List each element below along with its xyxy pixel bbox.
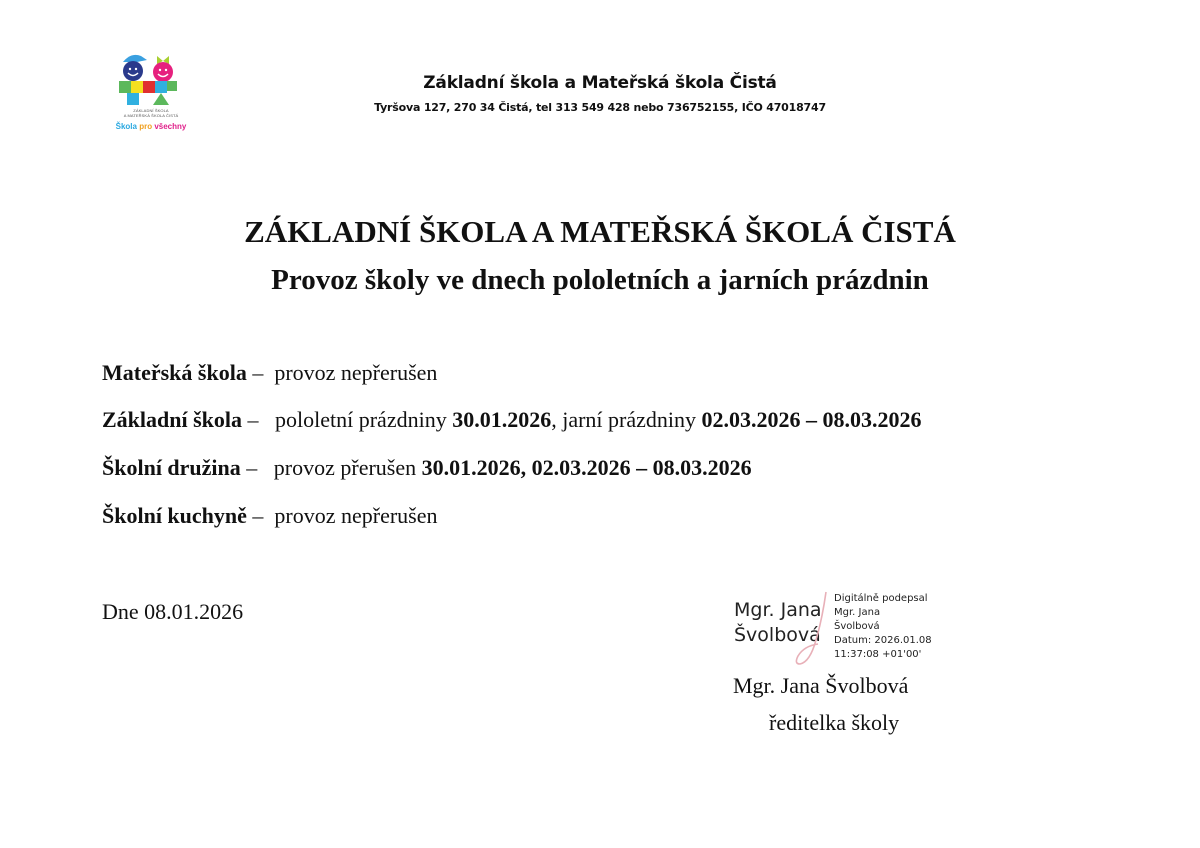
logo-tagline-part2: pro [139,122,153,131]
row-label: Základní škola [102,407,243,432]
row-text: , jarní prázdniny [551,407,702,432]
signer-name: Mgr. Jana Švolbová [733,673,909,698]
row-text: provoz přerušen [262,455,422,480]
document-heading: ZÁKLADNÍ ŠKOLA A MATEŘSKÁ ŠKOLÁ ČISTÁ [244,214,956,249]
row-dash: – [240,455,263,480]
row-skolni-druzina [102,454,752,482]
row-dash: – [246,360,269,385]
row-zakladni-skola [102,406,922,434]
letterhead-address: Tyršova 127, 270 34 Čistá, tel 313 549 428 nebo 736752155, IČO 47018747 [374,101,826,114]
row-dash: – [242,407,265,432]
document-subheading: Provoz školy ve dnech pololetních a jarních prázdnin [271,264,929,296]
row-dates-bold: 30.01.2026, 02.03.2026 – 08.03.2026 [421,455,752,480]
signature-detail-line: Mgr. Jana [834,607,881,618]
logo-caption-line2: A MATEŘSKÁ ŠKOLA ČISTÁ [123,113,179,118]
digital-signature-name-line1: Mgr. Jana [734,599,822,621]
row-text: provoz nepřerušen [268,503,438,528]
logo-tagline-part1: Škola [115,122,137,131]
signature-flourish-icon [792,590,832,668]
logo-caption-line1: ZÁKLADNÍ ŠKOLA [133,108,169,113]
logo-tagline-part3: všechny [154,122,187,131]
signature-detail-line: Digitálně podepsal [834,593,928,604]
row-text: provoz nepřerušen [268,360,438,385]
digital-signature-details [834,592,932,662]
row-date-bold: 30.01.2026 [452,407,552,432]
row-dash: – [246,503,269,528]
signature-detail-line: Datum: 2026.01.08 [834,635,932,646]
logo-tagline [113,122,189,132]
row-skolni-kuchyne [102,502,438,530]
row-label: Školní družina [102,455,241,480]
row-materska-skola [102,359,437,387]
school-logo [113,52,189,138]
letterhead-title: Základní škola a Mateřská škola Čistá [423,73,777,93]
row-label: Mateřská škola [102,360,247,385]
row-label: Školní kuchyně [102,503,247,528]
digital-signature-name-line2: Švolbová [734,624,821,646]
signature-detail-line: 11:37:08 +01'00' [834,649,922,660]
digital-signature[interactable] [734,590,954,668]
signer-role: ředitelka školy [769,710,900,735]
row-date-range-bold: 02.03.2026 – 08.03.2026 [701,407,922,432]
row-text: pololetní prázdniny [264,407,453,432]
signature-detail-line: Švolbová [834,621,880,632]
date-line: Dne 08.01.2026 [102,599,244,624]
